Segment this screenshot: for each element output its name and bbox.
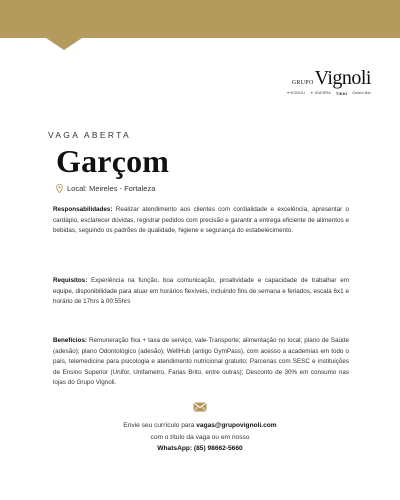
footer-line-whatsapp bbox=[0, 443, 400, 455]
footer-line-email bbox=[0, 420, 400, 432]
application-instructions bbox=[0, 420, 400, 455]
logo-name: Vignoli bbox=[314, 67, 371, 89]
top-gold-band bbox=[0, 0, 400, 38]
beneficios-text: Remuneração fixa + taxa de serviço; vale-Transporte; alimentação no local; plano de Saúde (adesão); plano Odontológico (adesão); WellHub (antigo GymPass), com acesso a academias em todo o país, telemedicine para psicologia e atendimento nutricional gratuito; Parcerias com SESC e instituições de Ensino Superior (Unifor, Unifametro, Farias Brito, entre outras); Desconto de 30% em consumo nas lojas do Grupo Vignoli. bbox=[53, 337, 349, 386]
responsabilidades-text: Realizar atendimento aos clientes com cordialidade e excelência, apresentar o cardápio, esclarecer dúvidas, registrar pedidos com precisão e garantir a entrega eficiente de alimentos e bebidas, seguindo os padrões de qualidade, higiene e segurança do estabelecimento. bbox=[53, 206, 349, 234]
section-responsabilidades bbox=[53, 205, 349, 237]
job-title: Garçom bbox=[56, 143, 170, 179]
section-beneficios bbox=[53, 336, 349, 389]
logo-wordmark bbox=[287, 68, 371, 88]
logo-brand-list bbox=[287, 91, 371, 96]
location-text: Local: Meireles - Fortaleza bbox=[67, 184, 156, 193]
requisitos-label: Requisitos: bbox=[53, 277, 88, 284]
footer-send-prefix: Envie seu currículo para bbox=[123, 422, 197, 429]
responsabilidades-label: Responsabilidades: bbox=[53, 206, 113, 213]
logo-brand-gelato: Gelato Bar bbox=[352, 91, 371, 95]
vaga-aberta-label: VAGA ABERTA bbox=[48, 130, 131, 140]
envelope-icon bbox=[193, 402, 207, 412]
contact-email: vagas@grupovignoli.com bbox=[196, 422, 277, 429]
section-requisitos bbox=[53, 276, 349, 308]
location-pin-icon bbox=[56, 184, 63, 193]
beneficios-label: Benefícios: bbox=[53, 337, 87, 344]
footer-line-subject: com o título da vaga ou em nosso bbox=[150, 433, 250, 441]
logo-brand-vignoli: ✦VIGNOLI bbox=[286, 91, 306, 95]
logo-brand-tikki: TIKKI bbox=[335, 91, 348, 96]
top-band-notch bbox=[46, 38, 82, 50]
logo-prefix: GRUPO bbox=[291, 80, 314, 86]
job-location bbox=[56, 184, 155, 193]
logo-brand-guerra: ✦ GUERRA bbox=[310, 91, 331, 95]
requisitos-text: Experiência na função, boa comunicação, proatividade e capacidade de trabalhar em equipe, disponibilidade para atuar em horários flexíveis, incluindo fins de semana e feriados, escala 6x1 e horário de 17hrs à 00:55hrs bbox=[53, 277, 349, 305]
contact-whatsapp: WhatsApp: (85) 98662-5660 bbox=[157, 445, 243, 452]
grupo-vignoli-logo bbox=[287, 68, 371, 96]
